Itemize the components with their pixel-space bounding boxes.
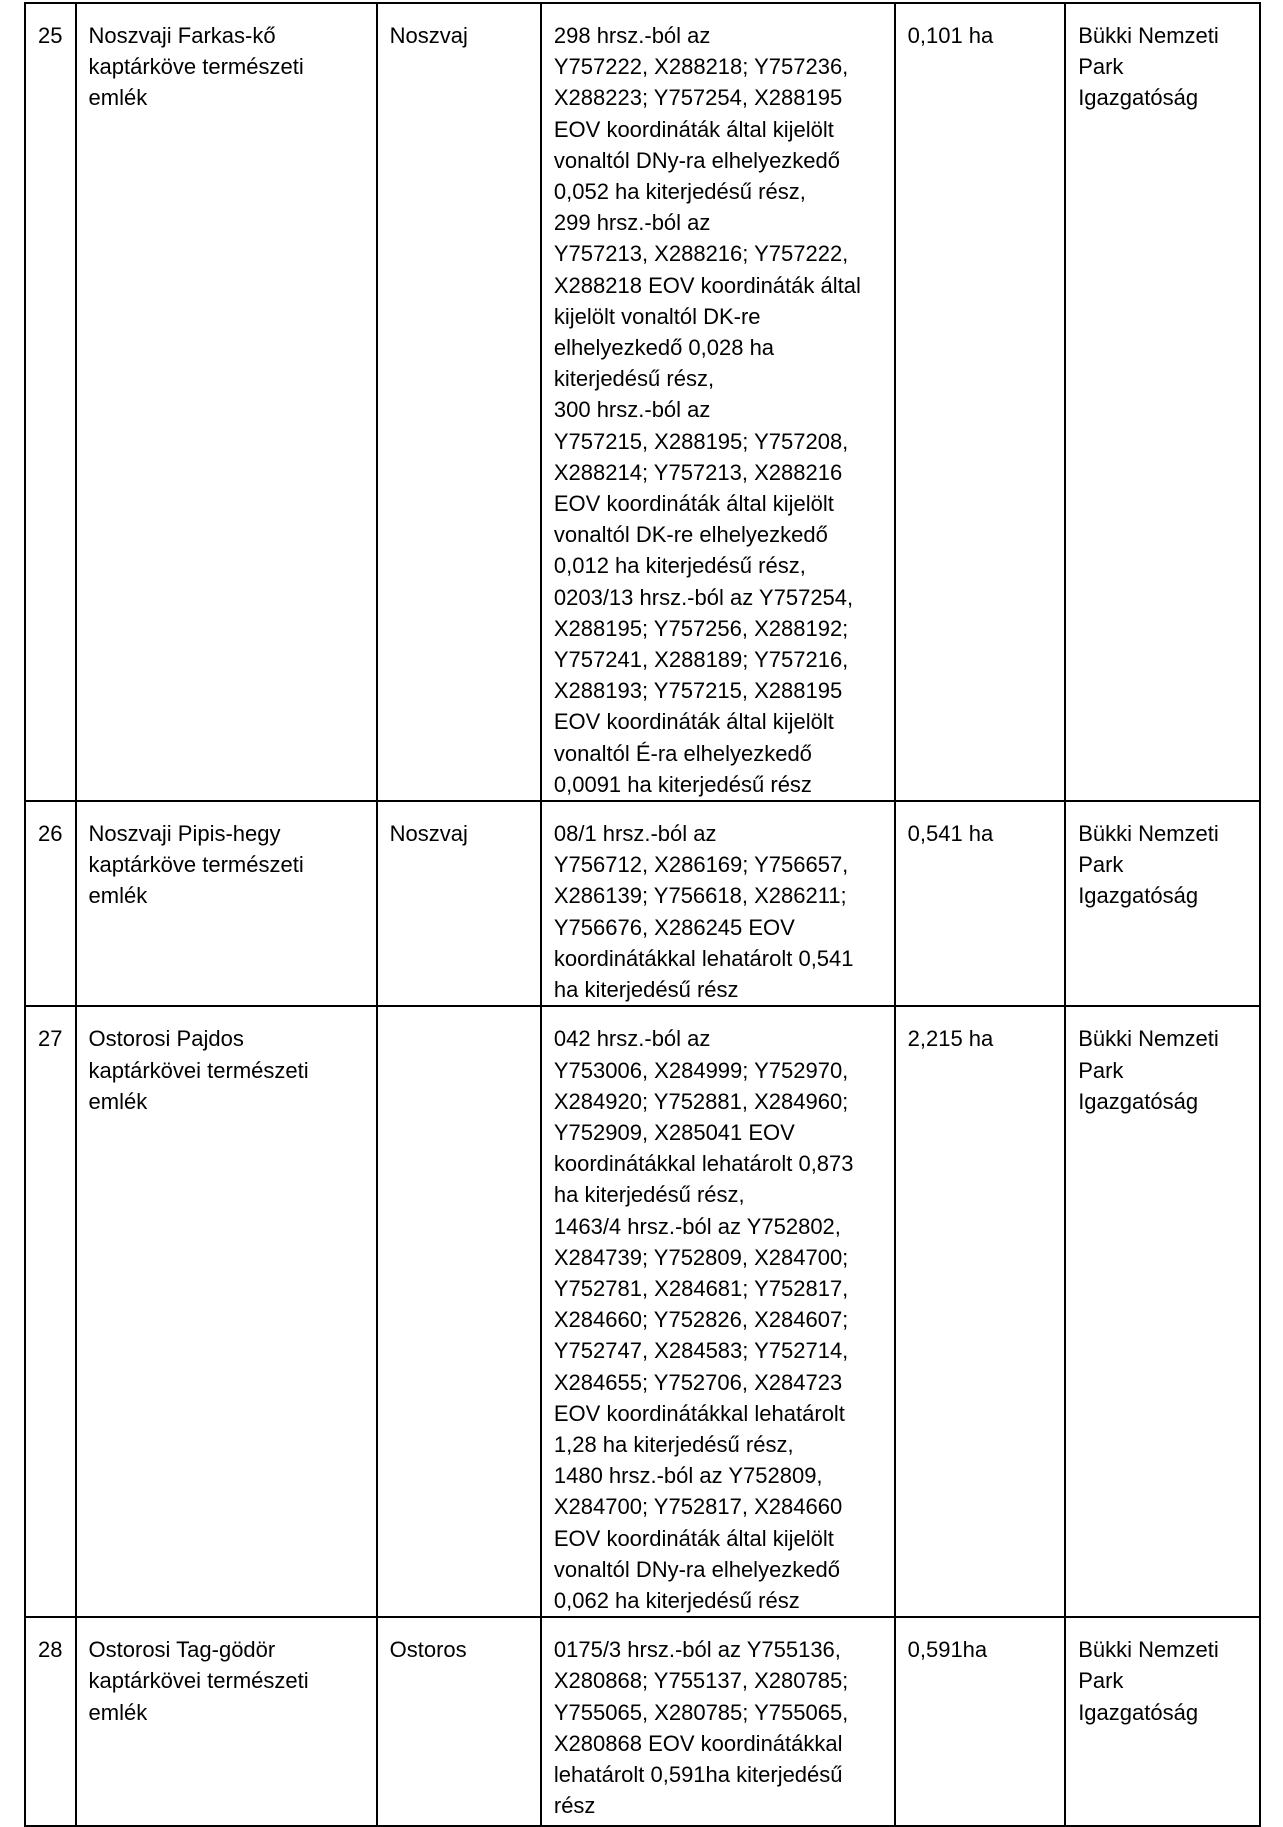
- area-name-line: Noszvaji Farkas-kő: [88, 23, 276, 48]
- parcel-description-line: Y755065, X280785; Y755065,: [553, 1699, 849, 1725]
- parcel-description-line: 08/1 hrsz.-ból az: [553, 821, 717, 847]
- parcel-description-line: Y757222, X288218; Y757236,: [553, 54, 849, 80]
- parcel-description-line: Y756712, X286169; Y756657,: [553, 852, 849, 878]
- parcel-description-line: kijelölt vonaltól DK-re: [553, 303, 761, 329]
- parcel-description-cell: [541, 801, 895, 1006]
- table-row: [25, 3, 1260, 801]
- authority-line: Igazgatóság: [1078, 1699, 1199, 1725]
- parcel-description-line: ha kiterjedésű rész,: [553, 1182, 745, 1208]
- parcel-description-line: EOV koordinátákkal lehatárolt: [553, 1400, 845, 1426]
- parcel-description-line: vonaltól DNy-ra elhelyezkedő: [553, 147, 841, 173]
- table-body: [25, 3, 1260, 1826]
- table-row: [25, 1617, 1260, 1826]
- authority-line: Bükki Nemzeti: [1078, 23, 1219, 48]
- parcel-description-line: 042 hrsz.-ból az: [553, 1026, 711, 1052]
- area-name-line: Ostorosi Tag-gödör: [88, 1637, 276, 1663]
- parcel-description-line: 0,012 ha kiterjedésű rész,: [553, 553, 806, 579]
- parcel-description-line: Y756676, X286245 EOV: [553, 914, 795, 940]
- parcel-description-line: X284700; Y752817, X284660: [553, 1494, 843, 1520]
- area-name-cell: [76, 1006, 377, 1617]
- parcel-description-line: X284660; Y752826, X284607;: [553, 1307, 849, 1333]
- parcel-description-line: 1463/4 hrsz.-ból az Y752802,: [553, 1213, 841, 1239]
- settlement-cell: [377, 1006, 541, 1617]
- parcel-description-line: 298 hrsz.-ból az: [553, 23, 711, 48]
- parcel-description-line: Y757213, X288216; Y757222,: [553, 241, 849, 267]
- parcel-description-cell: [541, 3, 895, 801]
- parcel-description-line: koordinátákkal lehatárolt 0,541: [553, 945, 854, 971]
- authority-line: Bükki Nemzeti: [1078, 1637, 1219, 1663]
- parcel-description-line: 0,062 ha kiterjedésű rész: [553, 1587, 800, 1613]
- area-name-line: emlék: [88, 85, 148, 111]
- parcel-description-line: X284920; Y752881, X284960;: [553, 1088, 849, 1114]
- parcel-description-line: Y757215, X288195; Y757208,: [553, 428, 849, 454]
- area-size: 0,591ha: [907, 1637, 988, 1663]
- parcel-description-line: lehatárolt 0,591ha kiterjedésű: [553, 1761, 843, 1787]
- parcel-description-line: Y753006, X284999; Y752970,: [553, 1057, 849, 1083]
- authority-line: Park: [1078, 1668, 1124, 1694]
- parcel-description-line: X288214; Y757213, X288216: [553, 459, 843, 485]
- parcel-description-line: vonaltól É-ra elhelyezkedő: [553, 740, 812, 766]
- parcel-description-line: Y752747, X284583; Y752714,: [553, 1338, 849, 1364]
- authority-cell: [1065, 801, 1260, 1006]
- area-name-cell: [76, 1617, 377, 1826]
- parcel-description-line: EOV koordináták által kijelölt: [553, 116, 834, 142]
- area-name-line: emlék: [88, 1699, 148, 1725]
- area-size: 2,215 ha: [907, 1026, 994, 1052]
- row-number-cell: [25, 1006, 76, 1617]
- area-name-line: kaptárköve természeti: [88, 54, 304, 80]
- parcel-description-line: 0,052 ha kiterjedésű rész,: [553, 179, 806, 205]
- parcel-description-cell: [541, 1006, 895, 1617]
- area-name-line: Ostorosi Pajdos: [88, 1026, 244, 1052]
- parcel-description-line: Y757241, X288189; Y757216,: [553, 647, 849, 673]
- settlement-cell: [377, 3, 541, 801]
- area-size: 0,541 ha: [907, 821, 994, 847]
- parcel-description-line: 300 hrsz.-ból az: [553, 397, 711, 423]
- parcel-description-line: rész: [553, 1793, 596, 1819]
- area-name-line: kaptárköve természeti: [88, 852, 304, 878]
- authority-line: Igazgatóság: [1078, 85, 1199, 111]
- area-size-cell: [895, 1617, 1066, 1826]
- parcel-description-line: X284655; Y752706, X284723: [553, 1369, 843, 1395]
- row-number: 26: [38, 821, 63, 847]
- protected-areas-table: [24, 2, 1261, 1827]
- parcel-description-line: X288223; Y757254, X288195: [553, 85, 843, 111]
- area-size-cell: [895, 1006, 1066, 1617]
- area-name-cell: [76, 3, 377, 801]
- authority-cell: [1065, 1617, 1260, 1826]
- settlement-cell: [377, 801, 541, 1006]
- area-name-line: Noszvaji Pipis-hegy: [88, 821, 281, 847]
- parcel-description-line: kiterjedésű rész,: [553, 366, 715, 392]
- parcel-description-line: vonaltól DNy-ra elhelyezkedő: [553, 1556, 841, 1582]
- parcel-description-line: EOV koordináták által kijelölt: [553, 1525, 834, 1551]
- area-name-line: emlék: [88, 1088, 148, 1114]
- area-name-line: kaptárkövei természeti: [88, 1057, 309, 1083]
- settlement-cell: [377, 1617, 541, 1826]
- parcel-description-line: X284739; Y752809, X284700;: [553, 1244, 849, 1270]
- parcel-description-line: 0175/3 hrsz.-ból az Y755136,: [553, 1637, 841, 1663]
- parcel-description-cell: [541, 1617, 895, 1826]
- row-number: 27: [38, 1026, 63, 1052]
- parcel-description-line: 0,0091 ha kiterjedésű rész: [553, 771, 812, 797]
- settlement-name: Noszvaj: [389, 23, 468, 48]
- parcel-description-line: Y752909, X285041 EOV: [553, 1119, 795, 1145]
- parcel-description-line: EOV koordináták által kijelölt: [553, 709, 834, 735]
- parcel-description-line: ha kiterjedésű rész: [553, 977, 739, 1003]
- area-size-cell: [895, 3, 1066, 801]
- parcel-description-line: X280868; Y755137, X280785;: [553, 1668, 849, 1694]
- area-name-line: kaptárkövei természeti: [88, 1668, 309, 1694]
- settlement-name: Noszvaj: [389, 821, 468, 847]
- area-size: 0,101 ha: [907, 23, 994, 48]
- row-number: 28: [38, 1637, 63, 1663]
- row-number: 25: [38, 23, 63, 48]
- parcel-description-line: elhelyezkedő 0,028 ha: [553, 335, 775, 361]
- row-number-cell: [25, 801, 76, 1006]
- parcel-description-line: vonaltól DK-re elhelyezkedő: [553, 522, 828, 548]
- parcel-description-line: 1,28 ha kiterjedésű rész,: [553, 1431, 794, 1457]
- authority-line: Igazgatóság: [1078, 883, 1199, 909]
- table-row: [25, 1006, 1260, 1617]
- row-number-cell: [25, 1617, 76, 1826]
- parcel-description-line: 1480 hrsz.-ból az Y752809,: [553, 1463, 823, 1489]
- authority-line: Igazgatóság: [1078, 1088, 1199, 1114]
- authority-cell: [1065, 1006, 1260, 1617]
- parcel-description-line: X280868 EOV koordinátákkal: [553, 1730, 843, 1756]
- settlement-name: Ostoros: [389, 1637, 467, 1663]
- authority-line: Bükki Nemzeti: [1078, 1026, 1219, 1052]
- row-number-cell: [25, 3, 76, 801]
- parcel-description-line: 0203/13 hrsz.-ból az Y757254,: [553, 584, 854, 610]
- authority-cell: [1065, 3, 1260, 801]
- parcel-description-line: Y752781, X284681; Y752817,: [553, 1275, 849, 1301]
- parcel-description-line: 299 hrsz.-ból az: [553, 210, 711, 236]
- authority-line: Park: [1078, 852, 1124, 878]
- parcel-description-line: X288193; Y757215, X288195: [553, 678, 843, 704]
- parcel-description-line: X288195; Y757256, X288192;: [553, 615, 849, 641]
- area-name-cell: [76, 801, 377, 1006]
- parcel-description-line: koordinátákkal lehatárolt 0,873: [553, 1151, 854, 1177]
- parcel-description-line: X288218 EOV koordináták által: [553, 272, 861, 298]
- authority-line: Park: [1078, 54, 1124, 80]
- authority-line: Park: [1078, 1057, 1124, 1083]
- table-row: [25, 801, 1260, 1006]
- parcel-description-line: EOV koordináták által kijelölt: [553, 491, 834, 517]
- authority-line: Bükki Nemzeti: [1078, 821, 1219, 847]
- area-size-cell: [895, 801, 1066, 1006]
- parcel-description-line: X286139; Y756618, X286211;: [553, 883, 847, 909]
- area-name-line: emlék: [88, 883, 148, 909]
